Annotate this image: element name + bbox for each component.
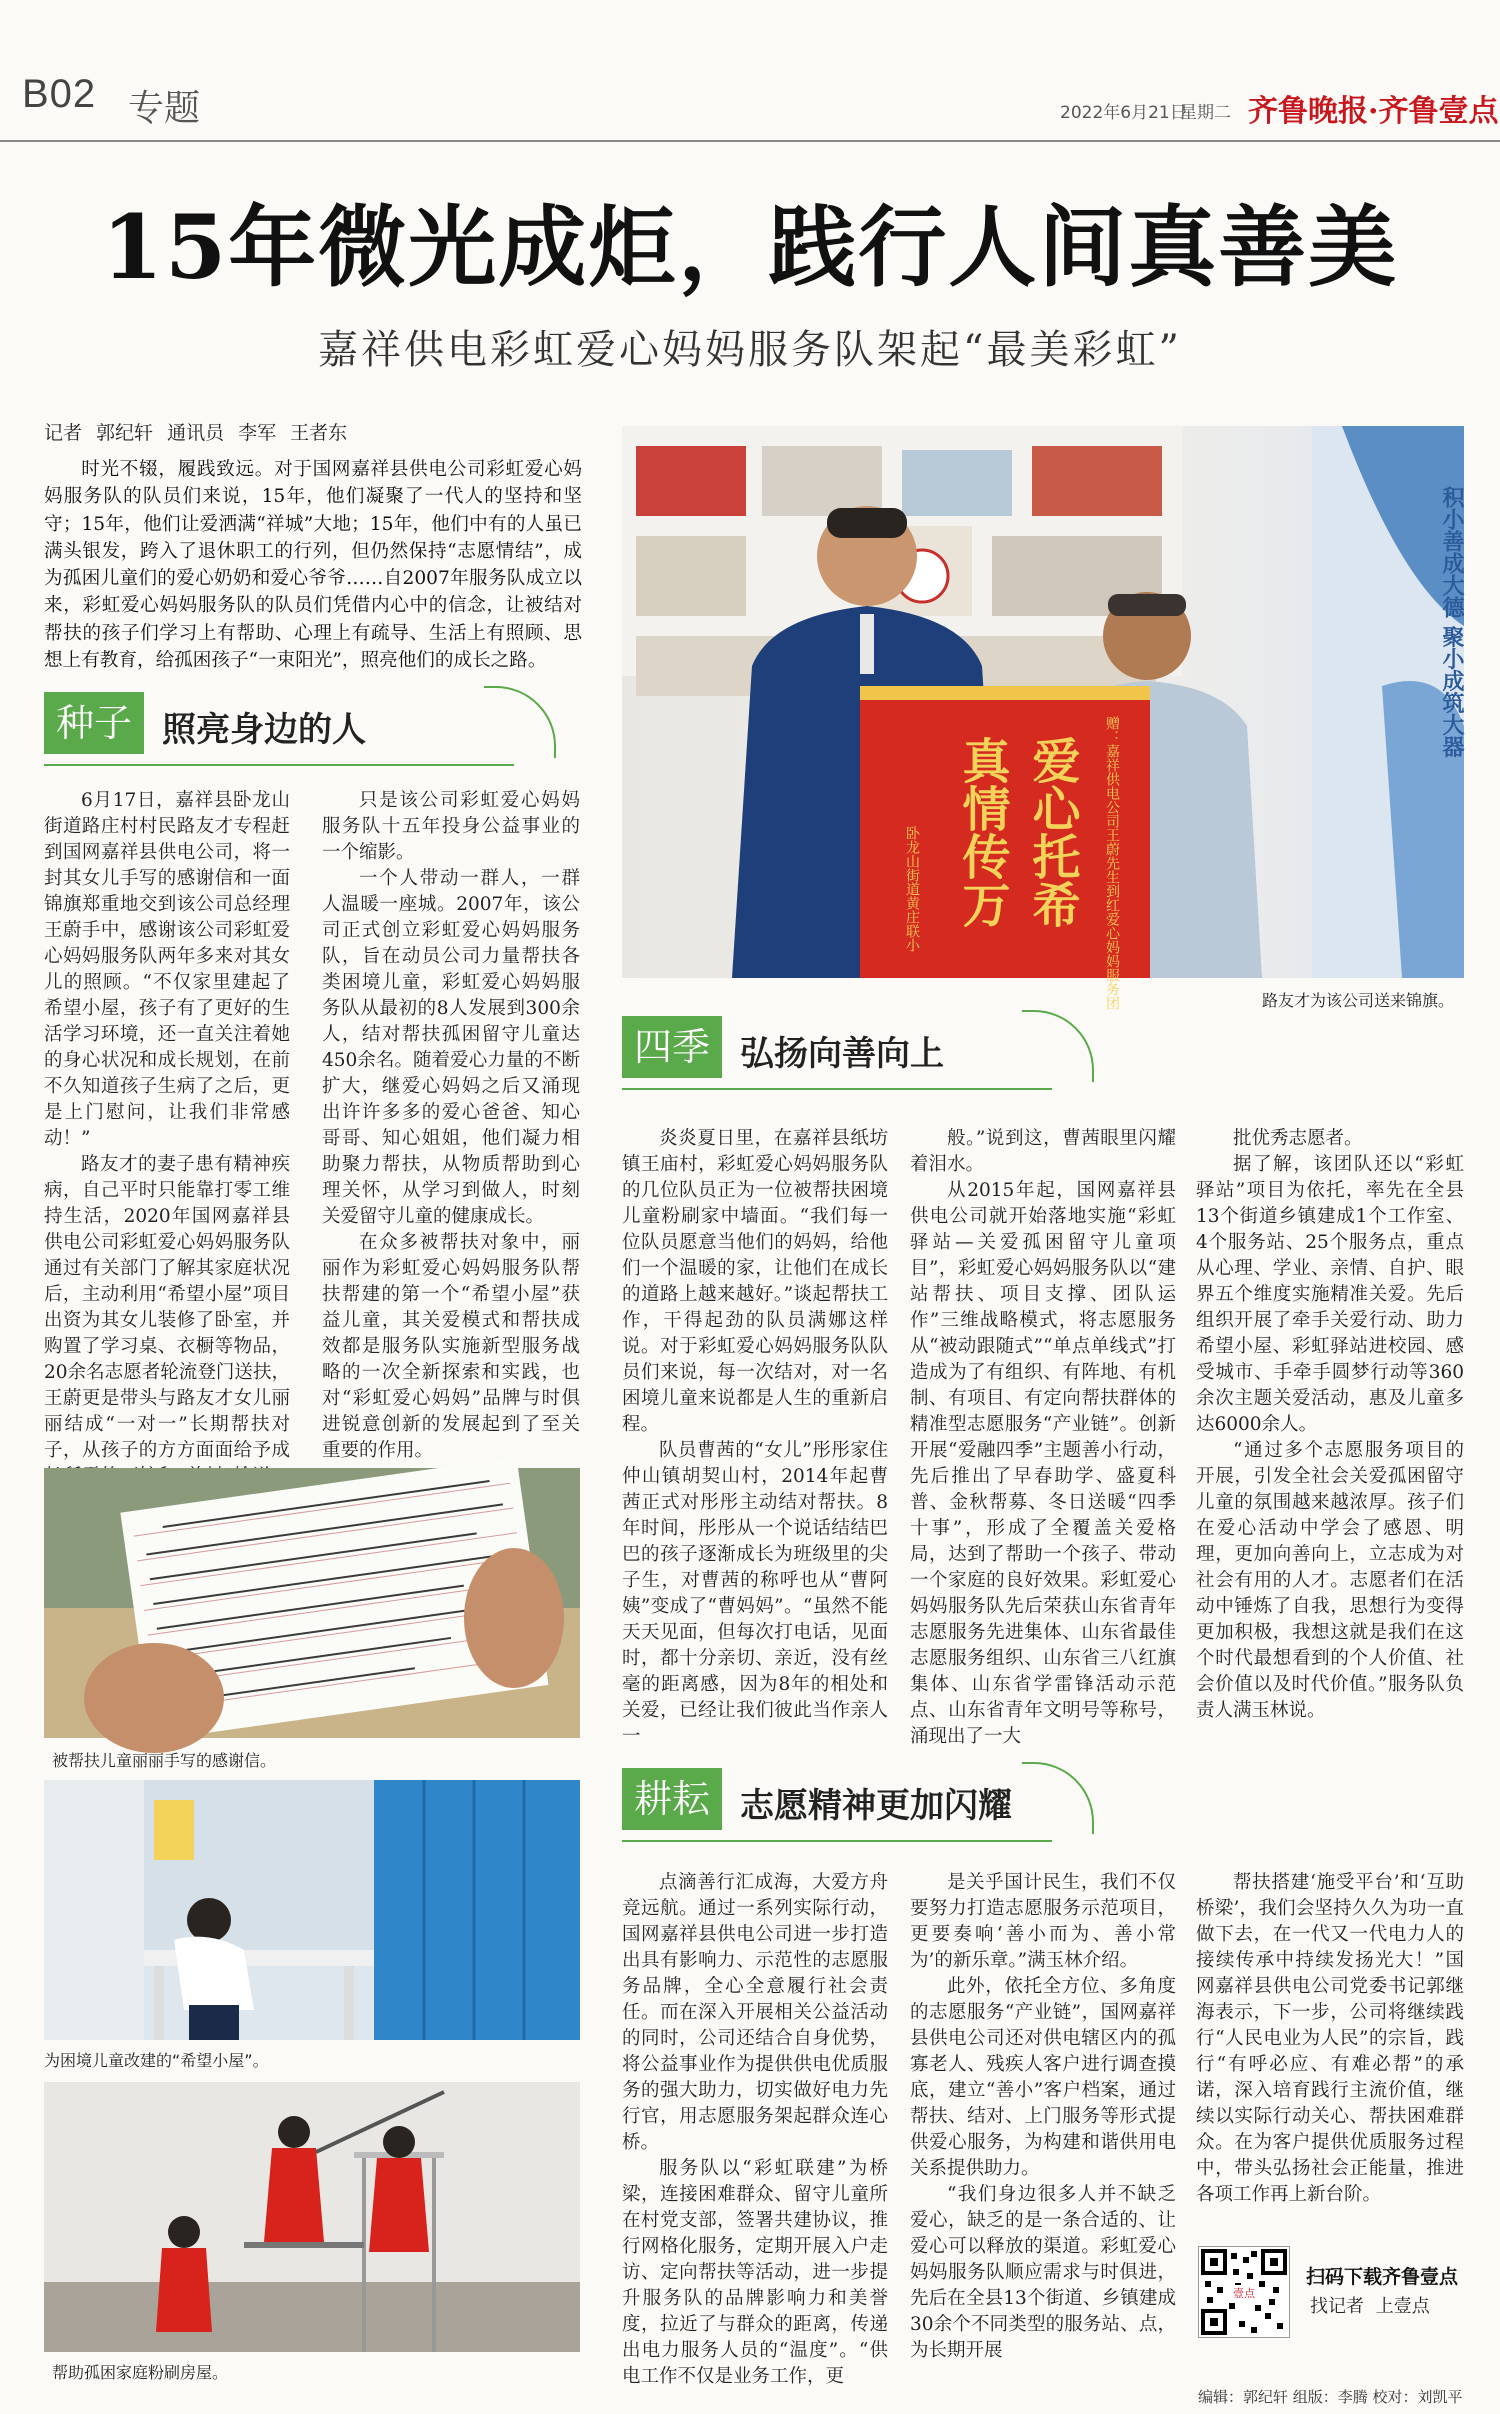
main-photo-caption: 路友才为该公司送来锦旗。 [1262,991,1455,1010]
wall-slogan: 积小善成大德 聚小成筑大器 [1439,486,1465,758]
painting-photo-caption: 帮助孤困家庭粉刷房屋。 [52,2363,229,2382]
editor-credits: 编辑：郭纪轩 组版：李腾 校对：刘凯平 [1198,2388,1463,2406]
qr-center-label: 壹点 [1233,2287,1255,2300]
paragraph: 般。”说到这，曹茜眼里闪耀着泪水。 [910,1128,1176,1175]
paragraph: 队员曹茜的“女儿”彤彤家住仲山镇胡契山村，2014年起曹茜正式对彤彤主动结对帮扶。8年时间，彤彤从一个说话结结巴巴的孩子逐渐成长为班级里的尖子生，对曹茜的称呼也从“曹阿姨”变成了“曹妈妈”。“虽然不能天天见面，但每次打电话，见面时，都十分亲切、亲近，没有丝毫的距离感，因为8年的相处和关爱，已经让我们彼此当作亲人一 [622,1440,888,1747]
paragraph: 6月17日，嘉祥县卧龙山街道路庄村村民路友才专程赶到国网嘉祥县供电公司，将一封其女儿手写的感谢信和一面锦旗郑重地交到该公司总经理王蔚手中，感谢该公司彩虹爱心妈妈服务队两年多来对其女儿的照顾。“不仅家里建起了希望小屋，孩子有了更好的生活学习环境，还一直关注着她的身心状况和成长规划，在前不久知道孩子生病了之后，更是上门慰问，让我们非常感动！” [44,790,290,1149]
section-title: 弘扬向善向上 [740,1034,944,1074]
section2-column3 [1196,1126,1464,1744]
paragraph: 炎炎夏日里，在嘉祥县纸坊镇王庙村，彩虹爱心妈妈服务队的几位队员正为一位被帮扶困境儿童粉刷家中墙面。“我们每一位队员愿意当他们的妈妈，给他们一个温暖的家，让他们在成长的道路上越来越好。”谈起帮扶工作，干得起劲的队员满娜这样说。对于彩虹爱心妈妈服务队队员们来说，每一次结对，对一名困境儿童来说都是人生的重新启程。 [622,1128,888,1435]
section-header-gengyun [622,1768,1092,1830]
volunteers-painting-image [44,2082,580,2352]
section-rule [622,1088,1052,1090]
section2-column2 [910,1126,1176,1747]
paragraph: “通过多个志愿服务项目的开展，引发全社会关爱孤困留守儿童的氛围越来越浓厚。孩子们在爱心活动中学会了感恩、明理，更加向善向上，立志成为对社会有用的人才。志愿者们在活动中锤炼了自我，思想行为变得更加积极，我想这就是我们在这个时代最想看到的个人价值、社会价值以及时代价值。”服务队负责人满玉林说。 [1196,1440,1464,1721]
banner-line-1: 爱心托希 [1024,736,1080,928]
qr-code-icon [1199,2247,1289,2337]
section-arc-decoration [1022,1762,1094,1834]
issue-date: 2022年6月21日 [1060,103,1187,123]
room-photo [44,1780,580,2040]
section3-column2 [910,1870,1176,2380]
brand-logo: 齐鲁晚报·齐鲁壹点 [1248,94,1499,129]
paragraph: 帮扶搭建‘施受平台’和‘互助桥梁’，我们会坚持久久为功一直做下去，在一代又一代电力人的接续传承中持续发扬光大！”国网嘉祥县供电公司党委书记郭继海表示，下一步，公司将继续践行“人民电业为人民”的宗旨，践行“有呼必应、有难必帮”的承诺，深入培育践行主流价值，继续以实际行动关心、帮扶困难群众。在为客户提供优质服务过程中，带头弘扬社会正能量，推进各项工作再上新台阶。 [1196,1872,1464,2205]
letter-photo [44,1468,580,1738]
room-photo-caption: 为困境儿童改建的“希望小屋”。 [44,2051,269,2070]
banner-signature: 卧龙山街道黄庄联小 [904,826,920,952]
header-rule [0,140,1500,142]
paragraph: “我们身边很多人并不缺乏爱心，缺乏的是一条合适的、让爱心可以释放的渠道。彩虹爱心妈妈服务队顺应需求与时俱进，先后在全县13个街道、乡镇建成30余个不同类型的服务站、点，为长期开展 [910,2184,1176,2361]
qr-code[interactable] [1198,2246,1290,2338]
section2-column1 [622,1126,888,1747]
headline-title: 15年微光成炬，践行人间真善美 [101,195,1399,299]
paragraph: 路友才的妻子患有精神疾病，自己平时只能靠打零工维持生活，2020年国网嘉祥县供电公司彩虹爱心妈妈服务队通过有关部门了解其家庭状况后，主动利用“希望小屋”项目出资为其女儿装修了卧室，并购置了学习桌、衣橱等物品，20余名志愿者轮流登门送扶，王蔚更是带头与路友才女儿丽丽结成“一对一”长期帮扶对子，从孩子的方方面面给予成 [44,1154,290,1461]
section3-column1 [622,1870,888,2387]
paragraph: 是关乎国计民生，我们不仅要努力打造志愿服务示范项目，更要奏响‘善小而为、善小常为’的新乐章。”满玉林介绍。 [910,1872,1176,1971]
banner-dedication: 赠：嘉祥供电公司王蔚先生到红爱心妈妈服务团 [1104,716,1120,1010]
painting-photo [44,2082,580,2352]
paragraph: 服务队以“彩虹联建”为桥梁，连接困难群众、留守儿童所在村党支部，签署共建协议，推行网格化服务，定期开展入户走访、定向帮扶等活动，进一步提升服务队的品牌影响力和美誉度，拉近了与群众的距离，传递出电力服务人员的“温度”。“供电工作不仅是业务工作，更 [622,2158,888,2387]
section-tag: 耕耘 [622,1768,722,1830]
section-tag: 种子 [44,692,144,754]
issue-weekday: 星期二 [1180,103,1231,123]
section-title: 志愿精神更加闪耀 [740,1786,1012,1826]
scan-title: 扫码下载齐鲁壹点 [1306,2266,1459,2288]
section3-column3 [1196,1870,1464,2230]
headline-subtitle: 嘉祥供电彩虹爱心妈妈服务队架起“最美彩虹” [318,327,1182,373]
scan-subtitle: 找记者 上壹点 [1310,2296,1430,2317]
paragraph: 只是该公司彩虹爱心妈妈服务队十五年投身公益事业的一个缩影。 [322,790,580,863]
section-rule [44,764,514,766]
section-arc-decoration [1022,1010,1094,1082]
paragraph: 此外，依托全方位、多角度的志愿服务“产业链”，国网嘉祥县供电公司还对供电辖区内的孤寡老人、残疾人客户进行调查摸底，建立“善小”客户档案，通过帮扶、结对、上门服务等形式提供爱心服务，为构建和谐供用电关系提供助力。 [910,1976,1176,2179]
paragraph: 点滴善行汇成海，大爱方舟竞远航。通过一系列实际行动，国网嘉祥县供电公司进一步打造出具有影响力、示范性的志愿服务品牌，全心全意履行社会责任。而在深入开展相关公益活动的同时，公司还结合自身优势，将公益事业作为提供供电优质服务的强大助力，切实做好电力先行官，用志愿服务架起群众连心桥。 [622,1872,888,2153]
section-rule [622,1840,1052,1842]
banner-line-2: 真情传万 [954,736,1010,928]
section1-column2 [322,788,580,1461]
lead-paragraph: 时光不辍，履践致远。对于国网嘉祥县供电公司彩虹爱心妈妈服务队的队员们来说，15年，他们凝聚了一代人的坚持和坚守；15年，他们让爱洒满“祥城”大地；15年，他们中有的人虽已满头银发，跨入了退休职工的行列，但仍然保持“志愿情结”，成为孤困儿童们的爱心奶奶和爱心爷爷……自2007年服务队成立以来，彩虹爱心妈妈服务队的队员们凭借内心中的信念，让被结对帮扶的孩子们学习上有帮助、心理上有疏导、生活上有照顾、思想上有教育，给孤困孩子“一束阳光”，照亮他们的成长之路。 [44,459,582,672]
hope-room-image [44,1780,580,2040]
section-header-zhongzi [44,692,580,754]
paragraph: 从2015年起，国网嘉祥县供电公司就开始落地实施“彩虹驿站—关爱孤困留守儿童项目”，彩虹爱心妈妈服务队以“建站帮扶、项目支撑、团队运作”三维战略模式，将志愿服务从“被动跟随式”“单点单线式”打造成为了有组织、有阵地、有机制、有项目、有定向帮扶群体的精准型志愿服务“产业链”。创新开展“爱融四季”主题善小行动，先后推出了早春助学、盛夏科普、金秋帮募、冬日送暖“四季十事”，形成了全覆盖关爱格局，达到了帮助一个孩子、带动一个家庭的良好效果。彩虹爱心妈妈服务队先后荣获山东省青年志愿服务先进集体、山东省最佳志愿服务组织、山东省三八红旗集体、山东省学雷锋活动示范点、山东省青年文明号等称号，涌现出了一大 [910,1180,1176,1747]
section1-column1 [44,788,290,1468]
section-name: 专题 [128,88,201,129]
section-title: 照亮身边的人 [162,710,366,750]
section-tag: 四季 [622,1016,722,1078]
paragraph: 批优秀志愿者。 [1233,1128,1363,1149]
thank-you-letter-image [44,1468,580,1738]
page-number: B02 [22,72,97,116]
letter-photo-caption: 被帮扶儿童丽丽手写的感谢信。 [52,1751,277,1770]
byline: 记者 郭纪轩 通讯员 李军 王者东 [44,422,348,444]
section-arc-decoration [484,686,556,758]
paragraph: 在众多被帮扶对象中，丽丽作为彩虹爱心妈妈服务队帮扶帮建的第一个“希望小屋”获益儿童，其关爱模式和帮扶成效都是服务队实施新型服务战略的一次全新探索和实践，也对“彩虹爱心妈妈”品牌与时俱进锐意创新的发展起到了至关重要的作用。 [322,1232,580,1461]
section-header-siji [622,1016,1092,1078]
paragraph: 一个人带动一群人，一群人温暖一座城。2007年，该公司正式创立彩虹爱心妈妈服务队，旨在动员公司力量帮扶各类困境儿童，彩虹爱心妈妈服务队从最初的8人发展到300余人，结对帮扶孤困留守儿童达450余名。随着爱心力量的不断扩大，继爱心妈妈之后又涌现出许许多多的爱心爸爸、知心哥哥、知心姐姐，他们凝力相助聚力帮扶，从物质帮助到心理关怀，从学习到做人，时刻关爱留守儿童的健康成长。 [322,868,580,1227]
paragraph: 据了解，该团队还以“彩虹驿站”项目为依托，率先在全县13个街道乡镇建成1个工作室、4个服务站、25个服务点，重点从心理、学业、亲情、自护、眼界五个维度实施精准关爱。先后组织开展了牵手关爱行动、助力希望小屋、彩虹驿站进校园、感受城市、手牵手圆梦行动等360余次主题关爱活动，惠及儿童多达6000余人。 [1196,1154,1464,1435]
